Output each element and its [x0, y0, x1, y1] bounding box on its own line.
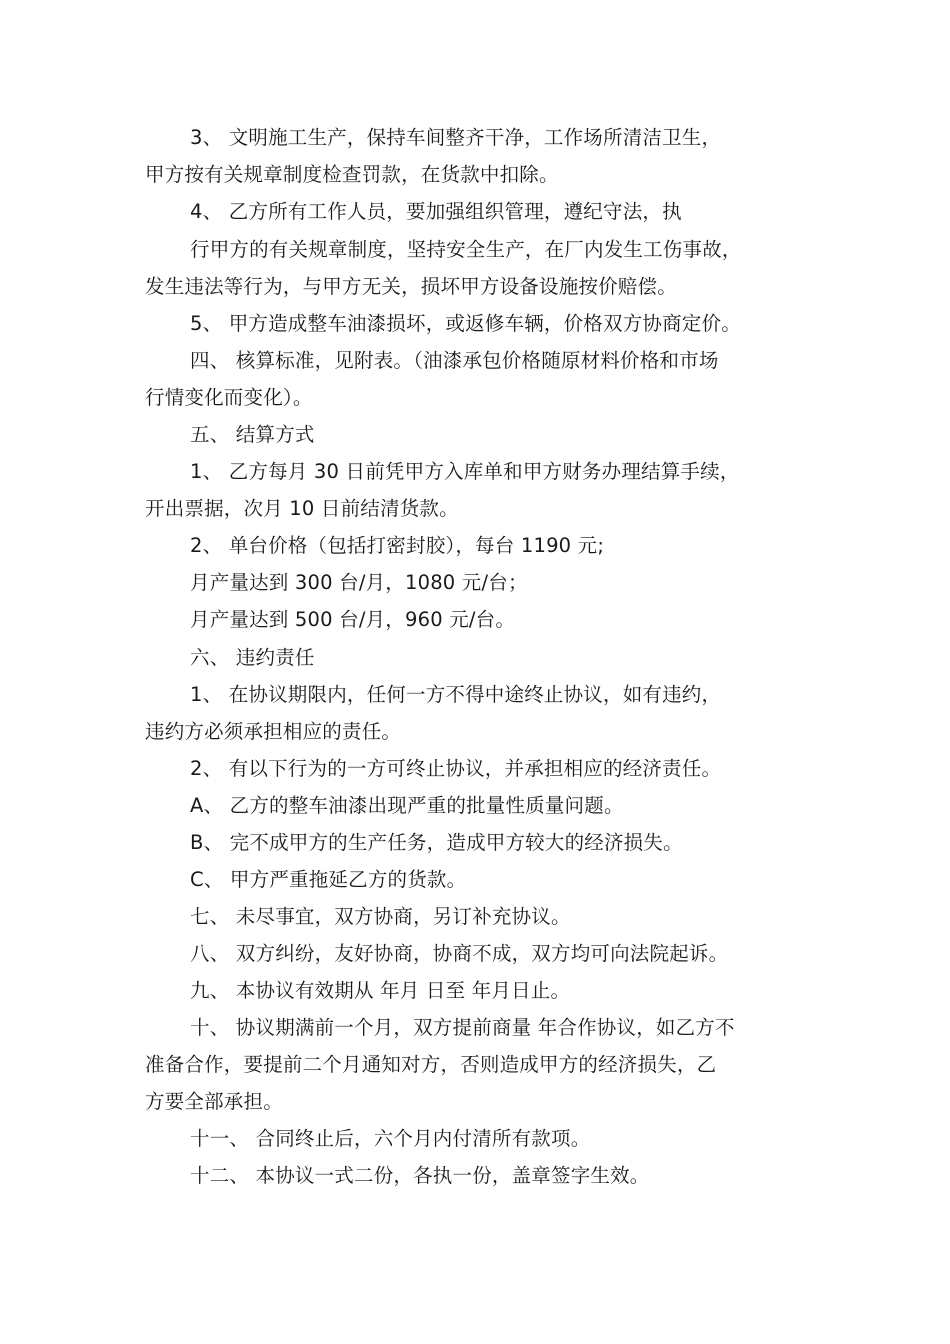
- clause-4-line-1: 4、 乙方所有工作人员，要加强组织管理，遵纪守法，执: [190, 200, 682, 223]
- liability-item-2-line: 2、 有以下行为的一方可终止协议，并承担相应的经济责任。: [190, 757, 722, 780]
- section-4-line-1: 四、 核算标准，见附表。（油漆承包价格随原材料价格和市场: [190, 349, 719, 372]
- settlement-item-2-line-3: 月产量达到 500 台/月，960 元/台。: [190, 608, 516, 631]
- section-5-heading: 五、 结算方式: [190, 423, 315, 446]
- liability-item-a: A、 乙方的整车油漆出现严重的批量性质量问题。: [190, 794, 624, 817]
- section-10-line-2: 准备合作，要提前二个月通知对方，否则造成甲方的经济损失，乙: [145, 1053, 717, 1076]
- section-7-line: 七、 未尽事宜，双方协商，另订补充协议。: [190, 905, 571, 928]
- liability-item-c: C、 甲方严重拖延乙方的货款。: [190, 868, 467, 891]
- settlement-item-1-line-1: 1、 乙方每月 30 日前凭甲方入库单和甲方财务办理结算手续，: [190, 460, 740, 483]
- settlement-item-1-line-2: 开出票据，次月 10 日前结清货款。: [145, 497, 459, 520]
- section-6-heading: 六、 违约责任: [190, 646, 315, 669]
- section-12-line: 十二、 本协议一式二份，各执一份，盖章签字生效。: [190, 1164, 650, 1187]
- clause-3-line-1: 3、 文明施工生产，保持车间整齐干净，工作场所清洁卫生，: [190, 126, 722, 149]
- clause-5-line: 5、 甲方造成整车油漆损坏，或返修车辆，价格双方协商定价。: [190, 312, 741, 335]
- clause-3-line-2: 甲方按有关规章制度检查罚款，在货款中扣除。: [145, 163, 559, 186]
- clause-4-line-3: 发生违法等行为，与甲方无关，损坏甲方设备设施按价赔偿。: [145, 275, 677, 298]
- section-8-line: 八、 双方纠纷，友好协商，协商不成，双方均可向法院起诉。: [190, 942, 729, 965]
- section-4-line-2: 行情变化而变化）。: [145, 386, 313, 409]
- section-11-line: 十一、 合同终止后，六个月内付清所有款项。: [190, 1127, 591, 1150]
- section-10-line-3: 方要全部承担。: [145, 1090, 283, 1113]
- section-10-line-1: 十、 协议期满前一个月，双方提前商量 年合作协议，如乙方不: [190, 1016, 735, 1039]
- settlement-item-2-line-2: 月产量达到 300 台/月，1080 元/台；: [190, 571, 528, 594]
- liability-item-b: B、 完不成甲方的生产任务，造成甲方较大的经济损失。: [190, 831, 683, 854]
- liability-item-1-line-2: 违约方必须承担相应的责任。: [145, 720, 402, 743]
- clause-4-line-2: 行甲方的有关规章制度，坚持安全生产，在厂内发生工伤事故，: [190, 238, 742, 261]
- section-9-line: 九、 本协议有效期从 年月 日至 年月日止。: [190, 979, 571, 1002]
- settlement-item-2-line-1: 2、 单台价格（包括打密封胶），每台 1190 元;: [190, 534, 605, 557]
- liability-item-1-line-1: 1、 在协议期限内，任何一方不得中途终止协议，如有违约，: [190, 683, 722, 706]
